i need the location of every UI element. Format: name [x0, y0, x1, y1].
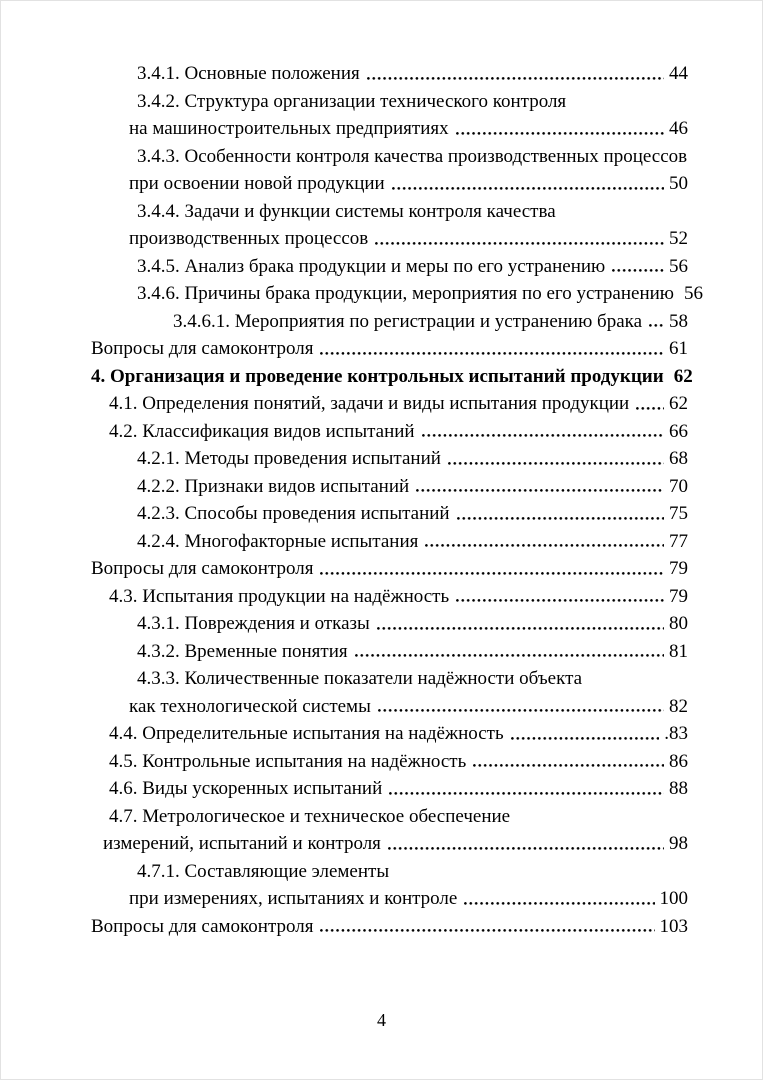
toc-entry — [137, 445, 688, 473]
toc-entry-page: .83 — [664, 723, 688, 744]
toc-entry — [91, 555, 688, 583]
toc-entry-text: 4.1. Определения понятий, задачи и виды испытания продукции — [109, 393, 630, 414]
toc-entry-page: 77 — [669, 530, 688, 552]
toc-entry-page: 79 — [669, 585, 688, 607]
toc-entry-text: 4.2.2. Признаки видов испытаний — [137, 475, 410, 497]
toc-entry-text: как технологической системы — [129, 695, 371, 717]
toc-entry — [109, 720, 688, 748]
dot-leader — [371, 693, 669, 721]
toc-list — [91, 60, 703, 940]
toc-entry — [129, 693, 688, 721]
toc-entry-text: 4.7. Метрологическое и техническое обеспечение — [109, 805, 511, 827]
toc-entry-text: измерений, испытаний и контроля — [103, 833, 381, 854]
toc-entry — [137, 198, 688, 226]
toc-entry-text: 4.2. Классификация видов испытаний — [109, 420, 415, 442]
toc-entry-page: 46 — [669, 118, 688, 139]
toc-entry — [137, 253, 688, 281]
dot-leader — [605, 253, 669, 281]
toc-entry-page: 103 — [659, 915, 688, 937]
toc-entry-text: при освоении новой продукции — [129, 173, 385, 194]
toc-entry-text: 4.2.1. Методы проведения испытаний — [137, 448, 441, 469]
dot-leader — [449, 583, 669, 611]
toc-entry — [137, 280, 703, 308]
dot-leader — [674, 280, 684, 308]
toc-entry — [109, 775, 688, 803]
toc-entry — [103, 830, 688, 858]
toc-entry-text: 3.4.1. Основные положения — [137, 63, 360, 84]
toc-entry-text: 4.7.1. Составляющие элементы — [137, 860, 390, 882]
toc-entry-text: Вопросы для самоконтроля — [91, 558, 314, 579]
dot-leader — [418, 528, 669, 556]
toc-entry — [91, 363, 693, 391]
toc-entry-page: 80 — [669, 613, 688, 634]
toc-entry — [129, 885, 688, 913]
toc-entry-text: 4.3.1. Повреждения и отказы — [137, 613, 370, 634]
dot-leader — [449, 115, 669, 143]
dot-leader — [348, 638, 669, 666]
dot-leader — [409, 473, 669, 501]
toc-entry-text: 4.2.4. Многофакторные испытания — [137, 530, 419, 552]
toc-entry-page: 82 — [669, 695, 688, 717]
footer-page-number: 4 — [377, 1010, 386, 1030]
toc-entry — [137, 528, 688, 556]
toc-entry-page: 66 — [669, 420, 688, 442]
toc-entry — [137, 143, 688, 171]
dot-leader — [313, 555, 669, 583]
toc-entry-page: 62 — [673, 365, 693, 387]
toc-entry — [137, 88, 688, 116]
toc-entry — [137, 665, 688, 693]
toc-entry — [109, 803, 688, 831]
dot-leader — [664, 363, 674, 391]
toc-entry-page: 58 — [669, 310, 688, 332]
dot-leader — [360, 60, 669, 88]
dot-leader — [313, 913, 659, 941]
toc-entry-page: 61 — [669, 338, 688, 359]
toc-entry — [109, 748, 688, 776]
toc-entry — [173, 308, 688, 336]
toc-entry-text: 4. Организация и проведение контрольных испытаний продукции — [91, 365, 664, 387]
toc-entry — [129, 170, 688, 198]
toc-entry — [129, 115, 688, 143]
toc-entry-page: 52 — [669, 228, 688, 249]
toc-entry-text: 3.4.2. Структура организации технического контроля — [137, 90, 567, 112]
toc-entry-text: 3.4.3. Особенности контроля качества производственных процессов — [137, 145, 688, 167]
dot-leader — [368, 225, 669, 253]
toc-entry — [137, 610, 688, 638]
dot-leader — [642, 308, 669, 336]
toc-entry-text: 3.4.5. Анализ брака продукции и меры по его устранению — [137, 255, 606, 277]
toc-entry-page: 68 — [669, 448, 688, 469]
dot-leader — [382, 775, 669, 803]
toc-entry-page: 86 — [669, 750, 688, 772]
toc-entry-page: 56 — [669, 255, 688, 277]
toc-entry-text: 4.3.2. Временные понятия — [137, 640, 348, 662]
toc-entry-page: 81 — [669, 640, 688, 662]
dot-leader — [466, 748, 669, 776]
toc-entry-page: 56 — [684, 283, 703, 304]
toc-entry — [137, 60, 688, 88]
dot-leader — [381, 830, 669, 858]
toc-entry-page: 44 — [669, 63, 688, 84]
toc-entry-text: Вопросы для самоконтроля — [91, 915, 314, 937]
dot-leader — [450, 500, 669, 528]
toc-entry-page: 50 — [669, 173, 688, 194]
toc-entry-text: 4.4. Определительные испытания на надёжность — [109, 723, 504, 744]
toc-entry — [109, 583, 688, 611]
toc-entry-page: 100 — [659, 888, 688, 909]
toc-entry — [91, 913, 688, 941]
dot-leader — [504, 720, 665, 748]
toc-entry-page: 88 — [669, 778, 688, 799]
toc-entry-text: 4.6. Виды ускоренных испытаний — [109, 778, 383, 799]
dot-leader — [415, 418, 669, 446]
dot-leader — [370, 610, 669, 638]
toc-entry-page: 75 — [669, 503, 688, 524]
toc-entry-page: 62 — [669, 393, 688, 414]
dot-leader — [441, 445, 669, 473]
toc-entry-page: 70 — [669, 475, 688, 497]
toc-entry — [109, 418, 688, 446]
toc-entry-text: 4.5. Контрольные испытания на надёжность — [109, 750, 467, 772]
toc-entry — [137, 858, 688, 886]
toc-entry-text: Вопросы для самоконтроля — [91, 338, 314, 359]
toc-entry — [91, 335, 688, 363]
toc-entry-page: 79 — [669, 558, 688, 579]
dot-leader — [313, 335, 669, 363]
toc-entry — [137, 473, 688, 501]
dot-leader — [457, 885, 659, 913]
toc-entry — [137, 500, 688, 528]
toc-entry-text: 3.4.4. Задачи и функции системы контроля качества — [137, 200, 556, 222]
toc-entry-text: производственных процессов — [129, 228, 369, 249]
toc-entry-text: 4.2.3. Способы проведения испытаний — [137, 503, 450, 524]
toc-entry-text: 3.4.6.1. Мероприятия по регистрации и устранению брака — [173, 310, 643, 332]
toc-entry-text: при измерениях, испытаниях и контроле — [129, 888, 458, 909]
toc-entry — [137, 638, 688, 666]
toc-entry-text: 4.3. Испытания продукции на надёжность — [109, 585, 450, 607]
toc-entry — [129, 225, 688, 253]
toc-entry — [109, 390, 688, 418]
toc-entry-text: 4.3.3. Количественные показатели надёжности объекта — [137, 668, 583, 689]
toc-entry-page: 98 — [669, 833, 688, 854]
dot-leader — [629, 390, 669, 418]
toc-entry-text: на машиностроительных предприятиях — [129, 118, 449, 139]
toc-entry-text: 3.4.6. Причины брака продукции, мероприятия по его устранению — [137, 283, 674, 304]
dot-leader — [385, 170, 669, 198]
